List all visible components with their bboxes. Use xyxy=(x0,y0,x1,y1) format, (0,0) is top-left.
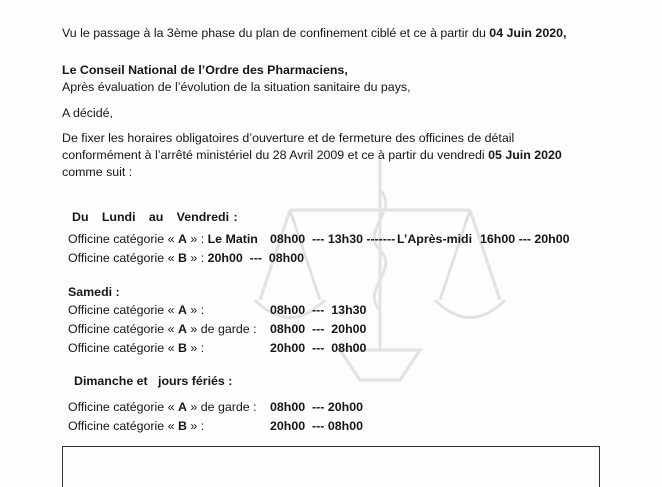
category-label: Officine catégorie « xyxy=(68,400,178,414)
weekdays-row-a xyxy=(68,232,570,247)
sunday-row xyxy=(68,400,363,415)
saturday-heading xyxy=(68,285,120,300)
category-suffix: » : xyxy=(186,303,205,317)
sunday-heading-text: Dimanche et jours fériés : xyxy=(74,374,233,388)
intro-date: 04 Juin 2020, xyxy=(489,26,567,40)
intro-text: Vu le passage à la 3ème phase du plan de confinement ciblé et ce à partir du xyxy=(62,26,490,40)
opening-hours: 20h00 --- 08h00 xyxy=(270,341,367,355)
category-letter: A xyxy=(177,232,187,246)
category-letter: B xyxy=(177,419,187,433)
category-letter: B xyxy=(177,251,187,265)
saturday-row xyxy=(68,341,367,356)
decision-line-2-text: conformément à l’arrêté ministériel du 28 Avril 2009 et ce à partir du vendredi xyxy=(62,148,489,162)
morning-time: 08h00 --- 13h30 ------- xyxy=(270,232,396,246)
weekdays-heading xyxy=(72,210,238,225)
category-suffix: » : xyxy=(186,341,205,355)
saturday-row xyxy=(68,303,367,318)
evaluation-line: Après évaluation de l’évolution de la situation sanitaire du pays, xyxy=(62,80,411,94)
sunday-row xyxy=(68,419,363,434)
category-suffix: » de garde : xyxy=(186,322,257,336)
weekdays-row-b xyxy=(68,251,304,266)
category-letter: A xyxy=(177,400,187,414)
category-letter: A xyxy=(177,303,187,317)
category-letter: A xyxy=(177,322,187,336)
council-name xyxy=(62,63,348,78)
decision-line-1: De fixer les horaires obligatoires d’ouverture et de fermeture des officines de détail xyxy=(62,131,515,145)
intro-line xyxy=(62,26,566,41)
category-label: Officine catégorie « xyxy=(68,322,178,336)
weekdays-heading-text: Du Lundi au Vendredi : xyxy=(72,210,238,224)
category-letter: B xyxy=(177,341,187,355)
decision-line-3: comme suit : xyxy=(62,165,133,179)
decided-line: A décidé, xyxy=(62,106,113,120)
category-suffix: » de garde : xyxy=(186,400,257,414)
afternoon-time: 16h00 --- 20h00 xyxy=(480,232,570,246)
category-suffix: » : xyxy=(186,232,208,246)
category-label: Officine catégorie « xyxy=(68,303,178,317)
opening-hours: 08h00 --- 20h00 xyxy=(270,322,367,336)
category-suffix: » : xyxy=(186,251,208,265)
opening-hours: 08h00 --- 20h00 xyxy=(270,400,363,414)
sunday-heading xyxy=(74,374,232,389)
scale-watermark-icon xyxy=(250,150,510,400)
saturday-row xyxy=(68,322,367,337)
category-label: Officine catégorie « xyxy=(68,232,178,246)
category-label: Officine catégorie « xyxy=(68,419,178,433)
category-suffix: » : xyxy=(186,419,205,433)
bottom-frame xyxy=(62,446,600,487)
morning-label: Le Matin xyxy=(207,232,258,246)
decision-date: 05 Juin 2020 xyxy=(488,148,562,162)
council-text: Le Conseil National de l’Ordre des Pharmaciens, xyxy=(62,63,348,77)
opening-hours: 08h00 --- 13h30 xyxy=(270,303,367,317)
category-label: Officine catégorie « xyxy=(68,341,178,355)
afternoon-label: L’Après-midi xyxy=(397,232,473,246)
night-time: 20h00 --- 08h00 xyxy=(207,251,305,265)
opening-hours: 20h00 --- 08h00 xyxy=(270,419,363,433)
decision-line-2 xyxy=(62,148,562,163)
saturday-heading-text: Samedi : xyxy=(68,285,120,299)
category-label: Officine catégorie « xyxy=(68,251,178,265)
